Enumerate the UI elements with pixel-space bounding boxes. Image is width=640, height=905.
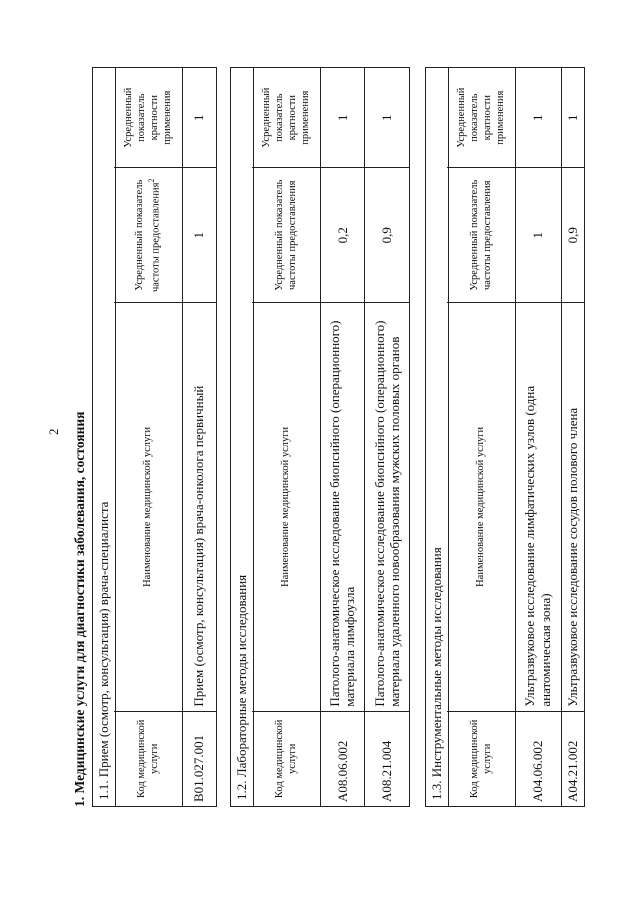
- section-1-3: [425, 67, 585, 807]
- section-title: 1.3. Инструментальные методы исследования: [426, 68, 449, 806]
- table-row: [515, 68, 561, 806]
- section-1-1: [92, 67, 217, 807]
- service-code: A04.06.002: [515, 711, 561, 806]
- table-row: [320, 68, 365, 806]
- page-number: 2: [46, 428, 61, 435]
- services-table: [252, 68, 409, 806]
- header-freq: [114, 168, 182, 303]
- service-code: A08.21.004: [365, 711, 409, 806]
- service-name: Ультразвуковое исследование сосудов полового члена: [561, 303, 584, 712]
- service-name: Патолого-анатомическое исследование биопсийного (операционного) материала удаленного новообразования мужских половых органов: [365, 303, 409, 712]
- service-code: A08.06.002: [320, 711, 365, 806]
- service-name: Прием (осмотр, консультация) врача-онколога первичный: [182, 303, 216, 711]
- service-mult: 1: [320, 68, 365, 168]
- section-title: 1.1. Прием (осмотр, консультация) врача-специалиста: [93, 68, 116, 806]
- service-mult: 1: [365, 68, 409, 168]
- header-code: Код медицинской услуги: [252, 711, 320, 806]
- header-mult: Усредненный показатель кратности применения: [252, 68, 320, 168]
- header-code: Код медицинской услуги: [447, 711, 515, 806]
- service-mult: 1: [561, 68, 584, 168]
- header-name: Наименование медицинской услуги: [252, 303, 320, 712]
- service-mult: 1: [182, 68, 216, 168]
- header-freq: Усредненный показатель частоты предоставления: [447, 168, 515, 303]
- section-1-2: [230, 67, 410, 807]
- header-freq-text: Усредненный показатель частоты предоставления: [134, 179, 161, 293]
- service-freq: 1: [182, 168, 216, 303]
- header-freq: Усредненный показатель частоты предоставления: [252, 168, 320, 303]
- service-mult: 1: [515, 68, 561, 168]
- service-code: B01.027.001: [182, 711, 216, 806]
- header-name: Наименование медицинской услуги: [114, 303, 182, 711]
- main-heading: 1. Медицинские услуги для диагностики заболевания, состояния: [72, 411, 87, 807]
- header-name: Наименование медицинской услуги: [447, 303, 515, 712]
- service-code: A04.21.002: [561, 711, 584, 806]
- header-code: Код медицинской услуги: [114, 711, 182, 806]
- service-freq: 0,2: [320, 168, 365, 303]
- services-table: [114, 68, 216, 806]
- services-table: [447, 68, 584, 806]
- service-name: Патолого-анатомическое исследование биопсийного (операционного) материала лимфоузла: [320, 303, 365, 712]
- service-freq: 0,9: [561, 168, 584, 303]
- service-name: Ультразвуковое исследование лимфатических узлов (одна анатомическая зона): [515, 303, 561, 712]
- section-title: 1.2. Лабораторные методы исследования: [231, 68, 254, 806]
- footnote-mark: 2: [146, 178, 156, 183]
- service-freq: 0,9: [365, 168, 409, 303]
- table-row: [561, 68, 584, 806]
- header-mult: Усредненный показатель кратности применения: [447, 68, 515, 168]
- table-row: [365, 68, 409, 806]
- table-row: [182, 68, 216, 806]
- service-freq: 1: [515, 168, 561, 303]
- header-mult: Усредненный показатель кратности применения: [114, 68, 182, 168]
